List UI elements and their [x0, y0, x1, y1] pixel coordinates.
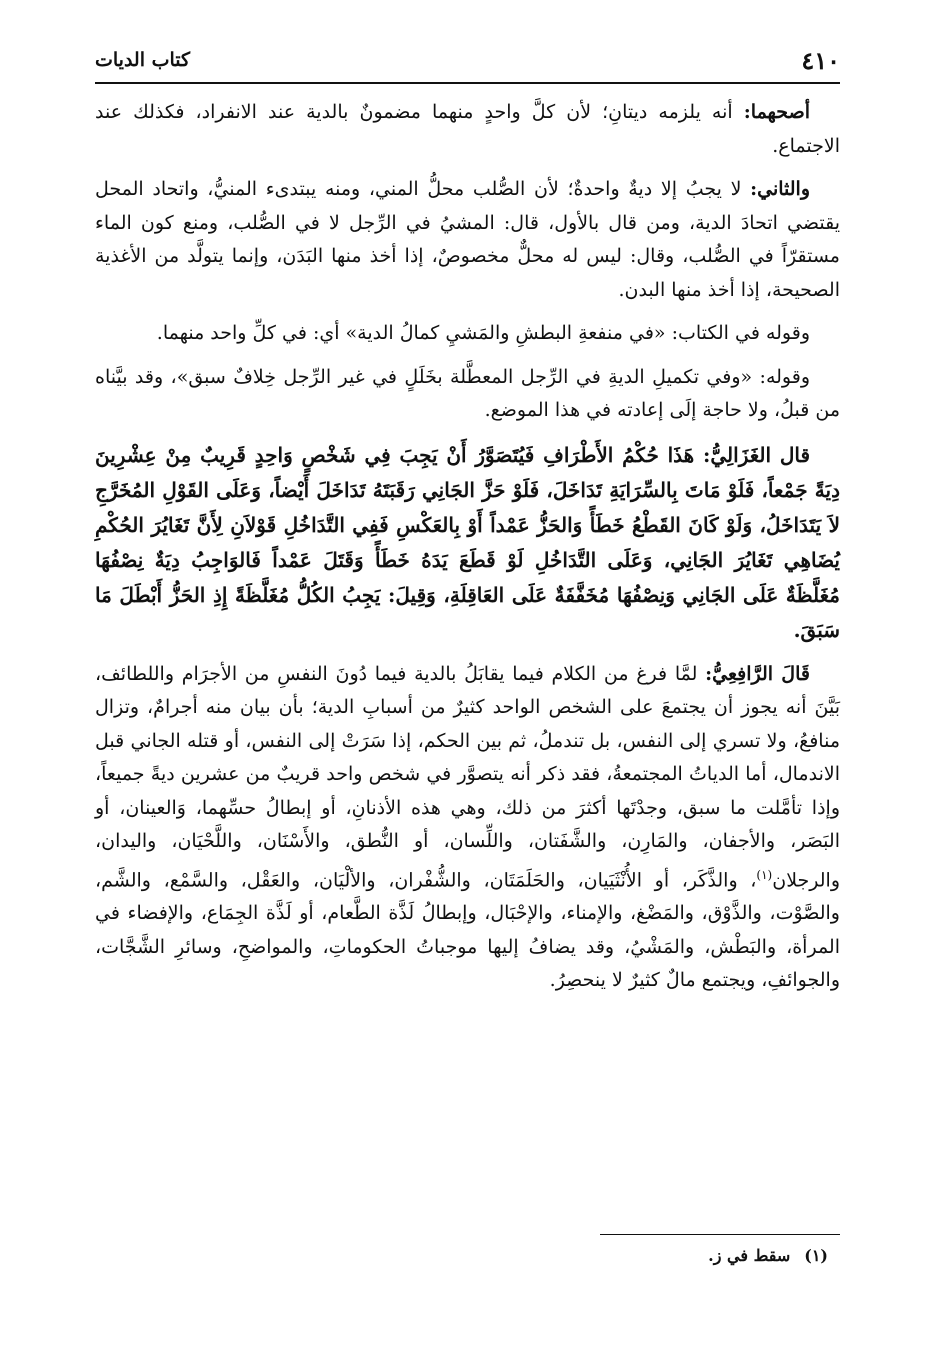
paragraph-4: [95, 361, 840, 428]
commentary-body: لمَّا فرغ من الكلام فيما يقابَلُ بالدية فيما دُونَ النفسِ من الأجرَام واللطائف، بَيَّنَ أنه يجوز أن يجتمعَ على الشخص الواحد كثيرٌ من أسبابِ الدية؛ بأن بيان منه أجرامٌ، وتزال منافعُ، ولا تسري إلى النفس، بل تندملُ، ثم بين الحكم، إذا سَرَتْ إلى النفس، أو قتله الجاني قبل الاندمال، أما الدياتُ المجتمعةُ، فقد ذكر أنه يتصوَّر في شخص واحد قريبٌ من عشرين ديةً جميعاً، وإذا تأمَّلت ما سبق، وجدْتَها أكثرَ من ذلك، وهي هذه الأذنانِ، أو إبطالُ حسِّهما، وَالعينان، أو البَصَر، والأجفان، والمَارِن، والشَّفَتان، واللِّسان، أو النُّطق، والأَسْنَان، واللَّحْيَان، واليدان، والرجلان: [95, 662, 840, 891]
paragraph-body: أنه يلزمه ديتانِ؛ لأن كلَّ واحدٍ منهما مضمونٌ بالدية عند الانفراد، فكذلك عند الاجتماع.: [95, 101, 840, 157]
main-text: [95, 96, 840, 998]
ghazali-quote: [95, 438, 840, 648]
footnote-divider: [600, 1234, 840, 1235]
footnote: [708, 1246, 828, 1265]
paragraph-body: لا يجبُ إلا ديةٌ واحدةٌ؛ لأن الصُّلب محلُّ المني، ومنه يبتدىء المنيُّ، واتحاد المحل يقتضي اتحادَ الدية، ومن قال بالأول، قال: المشيُ في الرِّجل لا في الصُّلب، ومنع كون الماء مستقرّاً في الصُّلب، وقال: ليس له محلٌّ مخصوصٌ، إذا أخذ منها البَدَن، وإنما يتولَّد من الأغذية الصحيحة، إذا أخذ منها البدن.: [95, 178, 840, 301]
paragraph-body: وقوله في الكتاب: «في منفعةِ البطشِ والمَشيِ كمالُ الدية» أي: في كلِّ واحد منهما.: [156, 322, 810, 344]
rafii-commentary: [95, 658, 840, 998]
running-header: [95, 38, 840, 84]
quote-body: هَذَا حُكْمُ الأَطْرَافِ فَيُتَصَوَّرُ أَنْ يَجِبَ فِي شَخْصٍ وَاحِدٍ قَرِيبٌ مِنْ عِشْرِينَ دِيَةً جَمْعاً، فَلَوْ مَاتَ بِالسِّرَايَةِ تَدَاخَلَ، فَلَوْ حَزَّ الجَانِي رَقَبَتَهُ تَدَاخَلَ أَيْضاً، وَعَلَى القَوْلِ المُخَرَّجِ لاَ يَتَدَاخَلُ، وَلَوْ كَانَ القَطْعُ خَطَأً وَالحَزُّ عَمْداً أَوْ بِالعَكْسِ فَفِي التَّدَاخُلِ قَوْلاَنِ لِأَنَّ تَغَايُرَ الحُكْمِ يُضَاهِي تَغَايُرَ الجَانِي، وَعَلَى التَّدَاخُلِ لَوْ قَطَعَ يَدَهُ خَطَأً وَقَتَلَ عَمْداً فَالوَاجِبُ دِيَةٌ نِصْفُهَا مُغَلَّظَةٌ عَلَى الجَانِي وَنِصْفُهَا مُخَفَّفَةٌ عَلَى العَاقِلَةِ، وَقِيلَ: يَجِبُ الكُلُّ مُغَلَّظَةً إِذِ الحَزُّ أَبْطَلَ مَا سَبَقَ.: [95, 442, 840, 642]
page-number: ٤١٠: [801, 45, 840, 75]
footnote-number: (١): [804, 1246, 828, 1265]
footnote-reference: (١): [756, 867, 773, 882]
paragraph-lead: والثاني:: [750, 178, 810, 200]
quote-lead: قال الغَزَالِيُّ:: [703, 442, 810, 467]
book-page: [95, 38, 840, 1328]
paragraph-3: [95, 317, 840, 351]
paragraph-body: وقوله: «وفي تكميلِ الديةِ في الرِّجل المعطَّلة بخَلَلٍ في غير الرِّجل خِلافٌ سبق»، وقد بيَّناه من قبلُ، ولا حاجة إلَى إعادته في هذا الموضع.: [95, 365, 840, 421]
commentary-lead: قَالَ الرَّافِعِيُّ:: [705, 662, 810, 685]
paragraph-1: [95, 96, 840, 163]
commentary-body-continued: ، والذَّكَر، أو الأُنْثَيَيان، والحَلَمَتَان، والشُّفْران، والألْيَان، والعَقْل، والسَّمْع، والشَّم، والصَّوْت، والذَّوْق، والمَضْغ، والإمناء، والإحْبَال، وإبطالُ لَذَّة الطَّعام، أو لَذَّة الجِمَاع، والإفضاء في المرأة، والبَطْش، والمَشْيُ، وقد يضافُ إليها موجباتُ الحكوماتِ، والمواضحِ، وسائرِ الشَّجَّات، والجوائفِ، ويجتمع مالٌ كثيرٌ لا ينحصِرُ.: [95, 868, 840, 992]
footnote-text: سقط في ز.: [708, 1246, 791, 1265]
book-title: كتاب الديات: [95, 49, 191, 71]
paragraph-lead: أصحهما:: [743, 101, 810, 123]
paragraph-2: [95, 173, 840, 307]
